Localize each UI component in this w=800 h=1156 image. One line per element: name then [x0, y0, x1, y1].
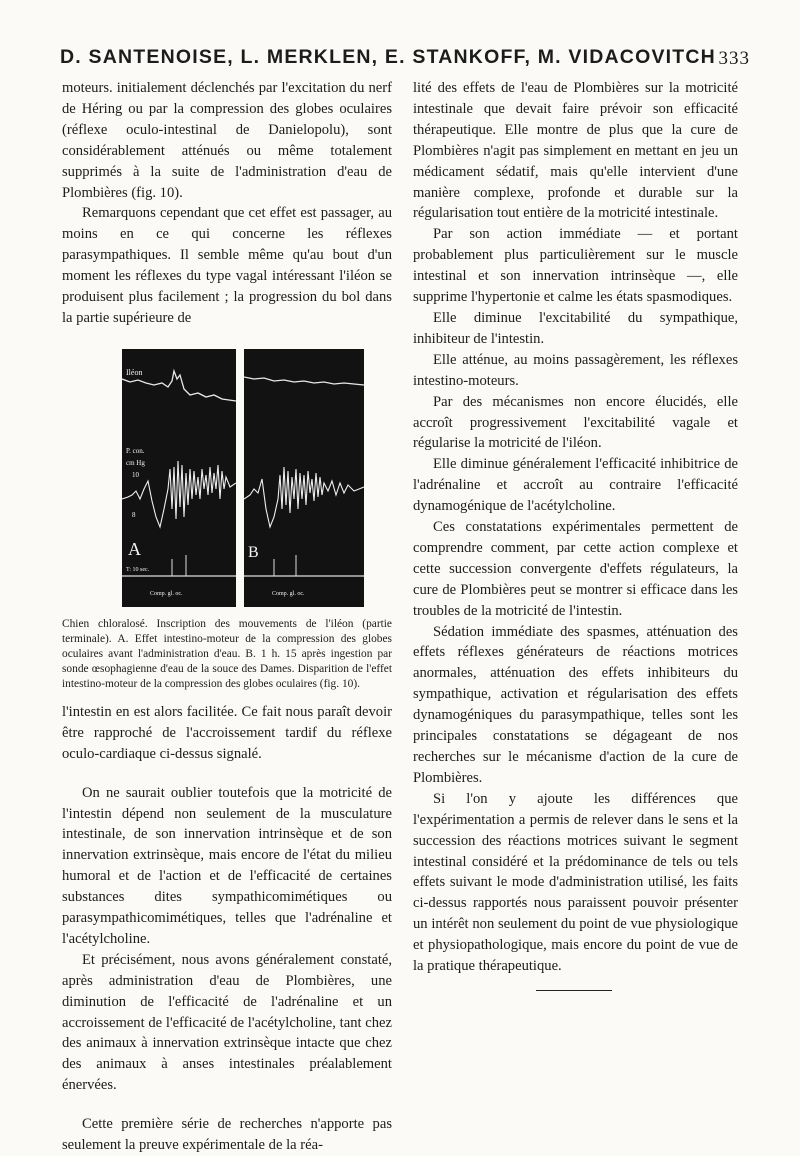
figure-panel-b: [244, 349, 364, 607]
left-paragraph-5: Et précisément, nous avons généralement constaté, après administration d'eau de Plombières, une diminution de l'efficacité de l'adrénaline et un accroissement de l'efficacité de l'acétylcholine, tant chez des animaux à innervation extrinsèque intacte que chez des animaux à anses intestinales préalablement énervées.: [62, 951, 392, 1094]
label-pression: P. con.: [126, 446, 145, 455]
label-unit: cm Hg: [126, 458, 145, 467]
panel-letter-a: A: [128, 538, 141, 559]
left-paragraph-2: Remarquons cependant que cet effet est passager, au moins en ce qui concerne les réflexes parasympathiques. Il semble même qu'au bout d'un moment les réflexes du type vagal intéressant l'iléon se produisent plus facilement ; la progression du bol dans la partie supérieure de: [62, 205, 392, 326]
header-authors: D. SANTENOISE, L. MERKLEN, E. STANKOFF, M. VIDACOVITCH: [60, 46, 716, 68]
right-paragraph-6: Elle diminue généralement l'efficacité inhibitrice de l'adrénaline et accroît au contraire l'efficacité dynamogénique de l'acétylcholine.: [413, 456, 738, 515]
label-compression-b: Comp. gl. oc.: [272, 590, 305, 597]
figure-panel-a: [122, 349, 236, 607]
left-paragraph-3: l'intestin en est alors facilitée. Ce fait nous paraît devoir être rapproché de l'accroissement tardif du réflexe oculo-cardiaque ci-dessus signalé.: [62, 703, 392, 762]
right-paragraph-8: Sédation immédiate des spasmes, atténuation des effets réflexes générateurs de réactions motrices anormales, atténuation des effets inhibiteurs du sympathique, activation et régularisation des effets dynamogéniques du parasympathique, telles sont les principales constatations se dégageant de nos recherches sur le mécanisme d'action de la cure de Plombières.: [413, 623, 738, 786]
panel-letter-b: B: [248, 543, 259, 561]
figure-caption: Chien chloralosé. Inscription des mouvements de l'iléon (partie terminale). A. Effet intestino-moteur de la compression des globes oculaires avant l'administration d'eau. B. 1 h. 15 après ingestion par sonde œsophagienne d'eau de la souce des Dames. Disparition de l'effet intestino-moteur de la compression des globes oculaires (fig. 10).: [62, 617, 392, 690]
left-paragraph-6: Cette première série de recherches n'apporte pas seulement la preuve expérimentale de la réa-: [62, 1116, 392, 1154]
label-ileon: Iléon: [126, 367, 143, 377]
right-paragraph-7: Ces constatations expérimentales permettent de comprendre comment, par cette action complexe et cette succession convergente d'effets régulateurs, la cure de Plombières peut se montrer si efficace dans les troubles de la motricité de l'intestin.: [413, 519, 738, 619]
label-tick-10: 10: [132, 470, 139, 479]
left-paragraph-4: On ne saurait oublier toutefois que la motricité de l'intestin dépend non seulement de la musculature intestinale, de son innervation intrinsèque et de son innervation extrinsèque, mais encore de l'état du milieu humoral et de l'action et de l'efficacité de certaines substances dites sympathicomimétiques ou parasympathicomimétiques, telles que l'adrénaline et l'acétylcholine.: [62, 784, 392, 947]
figure-10: [122, 349, 370, 607]
running-header: [60, 46, 750, 78]
right-paragraph-4: Elle atténue, au moins passagèrement, les réflexes intestino-moteurs.: [413, 351, 738, 389]
right-paragraph-2: Par son action immédiate — et portant probablement plus particulièrement sur le muscle intestinal et son innervation intrinsèque —, elle supprime l'hypertonie et calme les états spasmodiques.: [413, 226, 738, 306]
label-compression-a: Comp. gl. oc.: [150, 590, 183, 597]
right-paragraph-5: Par des mécanismes non encore élucidés, elle accroît progressivement l'excitabilité vagale et régularise la motricité de l'iléon.: [413, 393, 738, 452]
label-tick-8: 8: [132, 510, 136, 519]
label-time: T: 10 sec.: [126, 566, 150, 573]
left-column: [62, 78, 392, 1156]
end-rule: [536, 990, 612, 991]
page-number: 333: [718, 48, 750, 69]
right-column: [413, 78, 738, 977]
right-paragraph-3: Elle diminue l'excitabilité du sympathique, inhibiteur de l'intestin.: [413, 309, 738, 347]
right-paragraph-1: lité des effets de l'eau de Plombières sur la motricité intestinale que devait faire prévoir son efficacité thérapeutique. Elle montre de plus que la cure de Plombières n'agit pas simplement en mettant en jeu un médicament sédatif, mais qu'elle intervient d'une manière complexe, profonde et durable sur la régularisation tout entière de la motricité intestinale.: [413, 80, 738, 222]
left-paragraph-1: moteurs. initialement déclenchés par l'excitation du nerf de Héring ou par la compression des globes oculaires (réflexe oculo-intestinal de Danielopolu), sont considérablement atténués ou même totalement supprimés à la suite de l'administration d'eau de Plombières (fig. 10).: [62, 80, 392, 201]
right-paragraph-9: Si l'on y ajoute les différences que l'expérimentation a permis de relever dans le sens et la succession des réactions motrices suivant le segment intestinal considéré et la prédominance de tels ou tels effets suivant le mode d'administration utilisé, les faits ci-dessus rapportés nous paraissent pouvoir présenter un intérêt non seulement du point de vue physiologique et physiopathologique, mais encore du point de vue de la pratique thérapeutique.: [413, 790, 738, 975]
